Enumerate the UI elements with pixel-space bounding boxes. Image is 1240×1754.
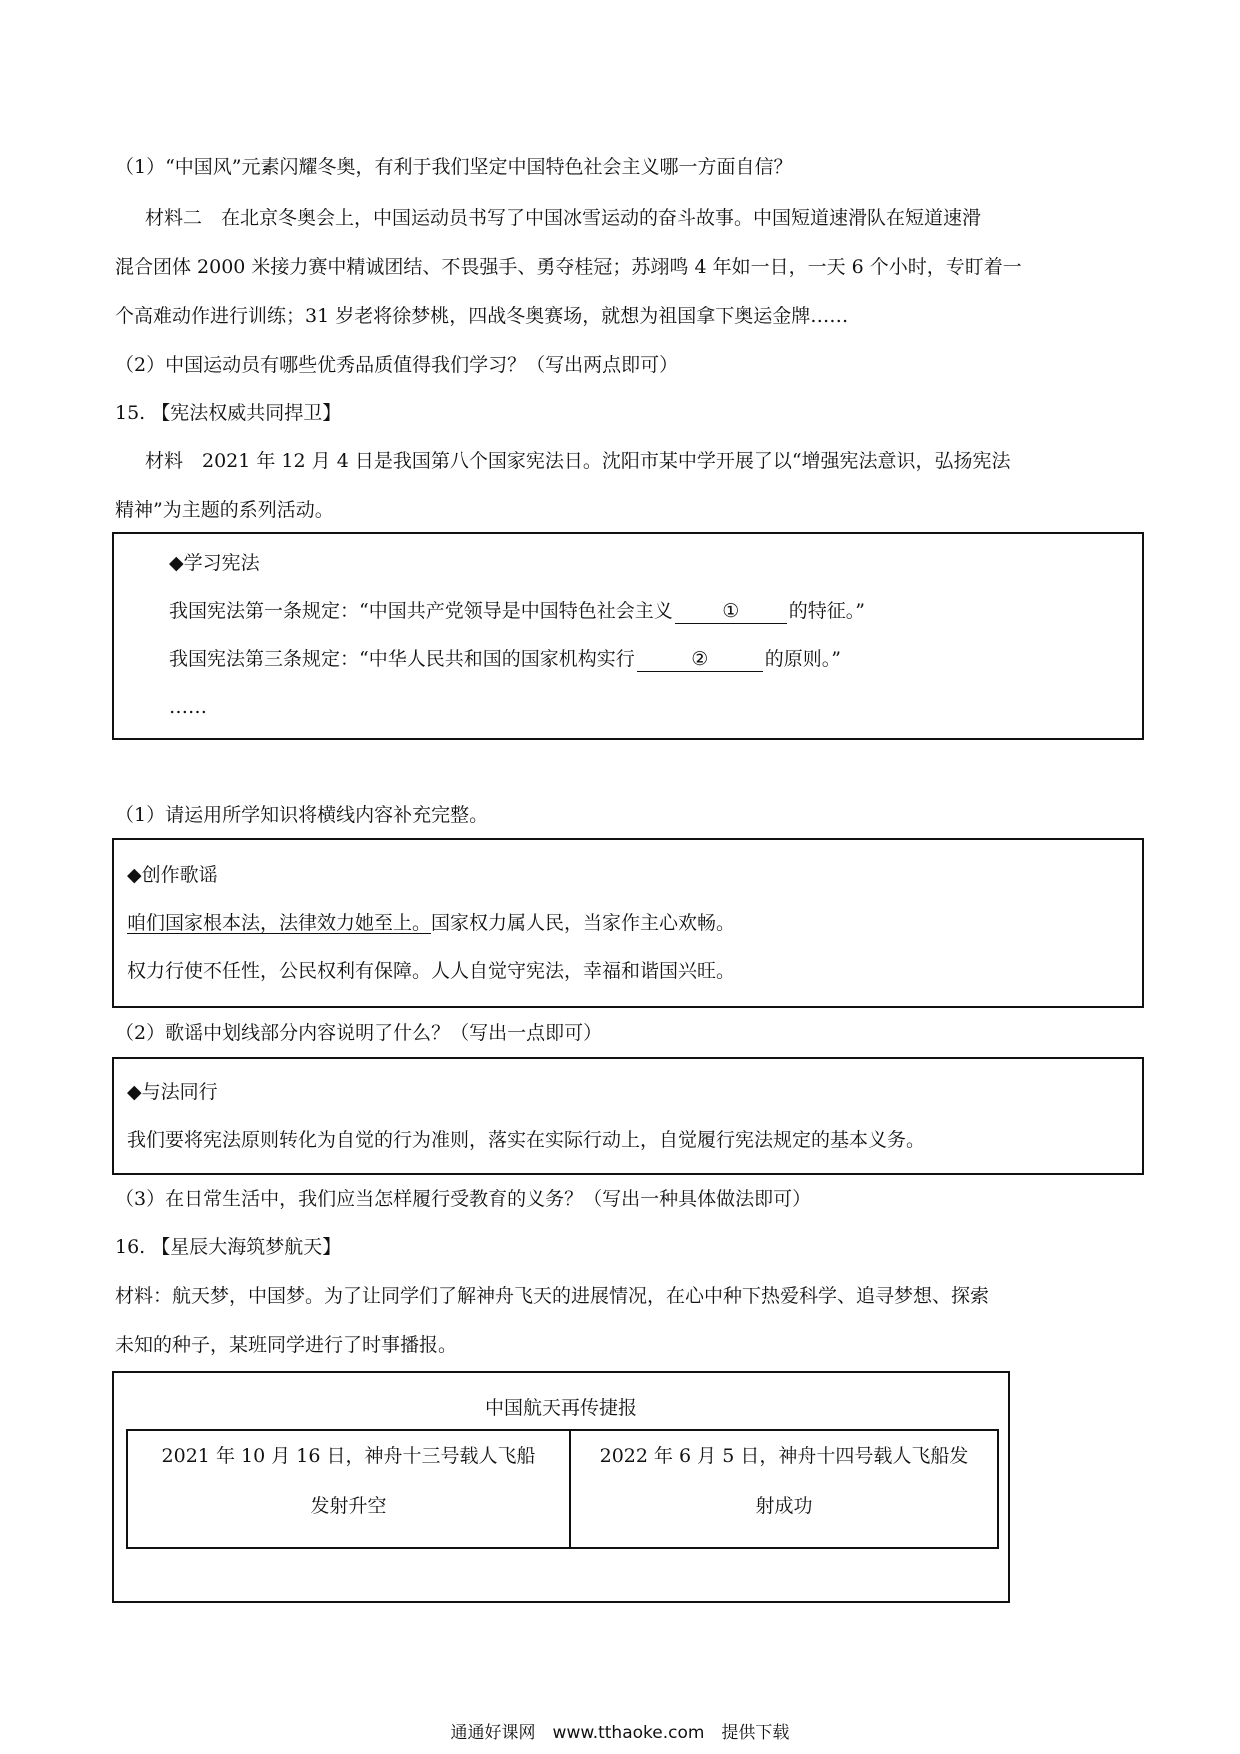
space-news-cell-1-line-2: 发射升空 <box>310 1495 387 1517</box>
article-three-text: 我国宪法第三条规定：“中华人民共和国的国家机构实行 <box>169 648 635 670</box>
compose-song-box <box>112 838 1144 1008</box>
article-one-text: 我国宪法第一条规定：“中国共产党领导是中国特色社会主义 <box>169 600 673 622</box>
study-constitution-box <box>112 532 1144 740</box>
material-2-line-3: 个高难动作进行训练；31 岁老将徐梦桃，四战冬奥赛场，就想为祖国拿下奥运金牌…… <box>115 305 849 327</box>
question-15-material-line-1: 材料 2021 年 12 月 4 日是我国第八个国家宪法日。沈阳市某中学开展了以“增强宪法意识，弘扬宪法 <box>145 450 1011 472</box>
study-constitution-ellipsis: …… <box>169 696 207 718</box>
question-15-part-1: （1）请运用所学知识将横线内容补充完整。 <box>115 804 489 826</box>
compose-song-line-2: 权力行使不任性，公民权利有保障。人人自觉守宪法，幸福和谐国兴旺。 <box>127 960 736 982</box>
question-15-part-3: （3）在日常生活中，我们应当怎样履行受教育的义务？（写出一种具体做法即可） <box>115 1188 812 1210</box>
material-2-line-1: 材料二 在北京冬奥会上，中国运动员书写了中国冰雪运动的奋斗故事。中国短道速滑队在短道速滑 <box>145 207 982 229</box>
compose-song-line-1 <box>127 908 735 938</box>
question-15-material-line-2: 精神”为主题的系列活动。 <box>115 499 334 521</box>
study-constitution-line-2 <box>169 644 841 674</box>
question-15-part-2: （2）歌谣中划线部分内容说明了什么？（写出一点即可） <box>115 1022 603 1044</box>
page-footer: 通通好课网 www.tthaoke.com 提供下载 <box>450 1723 790 1743</box>
article-one-suffix: 的特征。” <box>788 600 865 622</box>
law-together-box <box>112 1057 1144 1175</box>
question-16-material-line-1: 材料：航天梦，中国梦。为了让同学们了解神舟飞天的进展情况，在心中种下热爱科学、追寻梦想、探索 <box>115 1285 990 1307</box>
compose-song-heading: ◆创作歌谣 <box>127 864 218 886</box>
space-news-cell-2-line-1: 2022 年 6 月 5 日，神舟十四号载人飞船发 <box>599 1445 969 1467</box>
material-2-line-2: 混合团体 2000 米接力赛中精诚团结、不畏强手、勇夺桂冠；苏翊鸣 4 年如一日，一天 6 个小时，专盯着一 <box>115 256 1022 278</box>
law-together-line-1: 我们要将宪法原则转化为自觉的行为准则，落实在实际行动上，自觉履行宪法规定的基本义务。 <box>127 1129 926 1151</box>
space-news-box <box>112 1371 1010 1603</box>
blank-1: ① <box>675 599 787 624</box>
space-news-title: 中国航天再传捷报 <box>484 1397 637 1419</box>
space-news-cell-1 <box>126 1429 571 1549</box>
underlined-lyric: 咱们国家根本法，法律效力她至上。 <box>127 912 432 934</box>
article-three-suffix: 的原则。” <box>764 648 841 670</box>
lyric-rest: 国家权力属人民，当家作主心欢畅。 <box>431 912 736 934</box>
space-news-cell-2 <box>569 1429 999 1549</box>
space-news-cell-1-line-1: 2021 年 10 月 16 日，神舟十三号载人飞船 <box>161 1445 536 1467</box>
space-news-cell-2-line-2: 射成功 <box>755 1495 813 1517</box>
question-16-material-line-2: 未知的种子，某班同学进行了时事播报。 <box>115 1334 458 1356</box>
question-16-title: 16. 【星辰大海筑梦航天】 <box>115 1236 342 1258</box>
question-14-part-2: （2）中国运动员有哪些优秀品质值得我们学习？（写出两点即可） <box>115 354 679 376</box>
blank-2: ② <box>637 647 763 672</box>
question-14-part-1: （1）“中国风”元素闪耀冬奥，有利于我们坚定中国特色社会主义哪一方面自信？ <box>115 156 793 178</box>
law-together-heading: ◆与法同行 <box>127 1081 218 1103</box>
study-constitution-line-1 <box>169 596 865 626</box>
study-constitution-heading: ◆学习宪法 <box>169 552 260 574</box>
question-15-title: 15. 【宪法权威共同捍卫】 <box>115 402 342 424</box>
